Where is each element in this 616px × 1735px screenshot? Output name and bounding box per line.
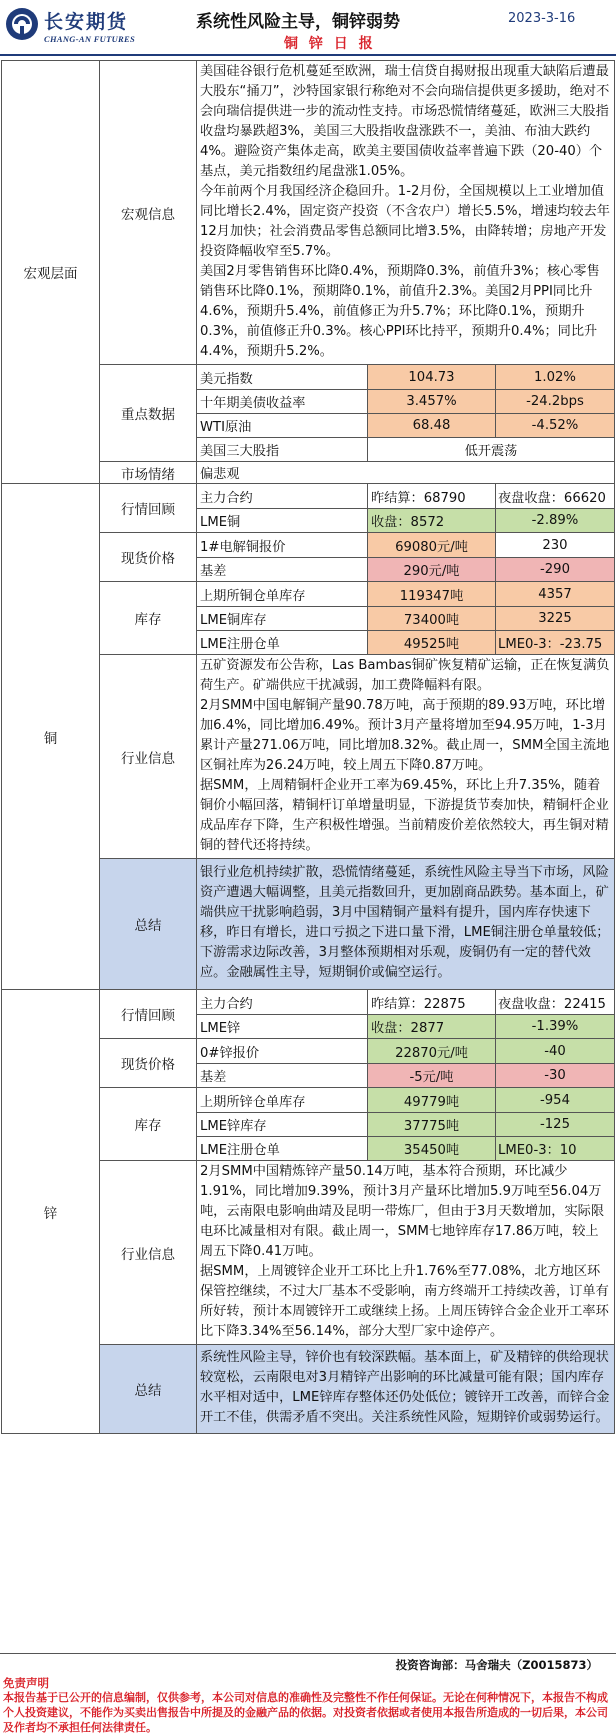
copper-summary-text: 银行业危机持续扩散，恐慌情绪蔓延，系统性风险主导当下市场，风险资产遭遇大幅调整，且美元指数回升，更加剧商品跌势。基本面上，矿端供应干扰影响趋弱，3月中国精铜产量料有提升，国内库存快速下移，昨日有增长，进口亏损之下进口量下滑，LME铜注册仓单量较低；下游需求边际改善，3月整体预期相对乐观，废铜仍有一定的替代效应。金融属性主导，短期铜价或偏空运行。 xyxy=(200,865,610,980)
key-data-value: 3.457% xyxy=(367,390,495,413)
inventory-value: 35450吨 xyxy=(367,1137,495,1160)
key-data-change: -4.52% xyxy=(495,414,614,437)
zinc-section xyxy=(1,990,615,1434)
spot-basis-change: -290 xyxy=(495,558,614,581)
copper-industry-paragraph-1: 五矿资源发布公告称，Las Bambas铜矿恢复精矿运输，正在恢复满负荷生产。矿端供应干扰减弱，加工费降幅料有限。 xyxy=(200,658,610,693)
inventory-label: LME锌库存 xyxy=(200,1119,267,1134)
logo-chinese-name: 长安期货 xyxy=(44,11,129,33)
report-table xyxy=(1,60,615,1434)
zinc-industry-row xyxy=(100,1160,614,1344)
key-data-row xyxy=(197,437,614,461)
key-data-value: 68.48 xyxy=(367,414,495,437)
spot-basis-label: 基差 xyxy=(200,564,227,579)
spot-quote-change: 230 xyxy=(495,533,614,557)
analyst-credit: 投资咨询部：马舍瑞夫（Z0015873） xyxy=(395,1658,598,1672)
macro-section xyxy=(1,60,615,484)
report-header xyxy=(0,0,616,56)
macro-paragraph-3: 美国2月零售销售环比降0.4%，预期降0.3%，前值升3%；核心零售销售环比降0.1%，预期降0.1%，前值升2.3%。美国2月PPI同比升4.6%，预期升5.4%，前值修正为升5.7%；环比降0.1%，预期升0.3%，前值修正升0.3%。核心PPI环比持平，预期升0.4%；同比升4.4%，预期升5.2%。 xyxy=(200,264,600,359)
key-data-name: WTI原油 xyxy=(200,420,252,435)
spot-basis-change: -30 xyxy=(495,1064,614,1087)
market-lme-close: 收盘：8572 xyxy=(367,509,495,532)
spot-quote-value: 22870元/吨 xyxy=(367,1039,495,1063)
category-summary: 总结 xyxy=(100,859,197,989)
copper-spot-row xyxy=(100,532,614,581)
market-night-close: 夜盘收盘：66620 xyxy=(495,484,614,508)
copper-industry-row xyxy=(100,654,614,858)
report-subtitle: 铜 锌 日 报 xyxy=(284,36,376,52)
macro-paragraph-1: 美国硅谷银行危机蔓延至欧洲，瑞士信贷自揭财报出现重大缺陷后遭最大股东“捅刀”，沙特国家银行称绝对不会向瑞信提供更多援助，绝对不会向瑞信提供进一步的流动性支持。市场恐慌情绪蔓延，欧洲三大股指收盘均暴跌超3%，美国三大股指收盘涨跌不一，美油、布油大跌约4%。避险资产集体走高，欧美主要国债收益率普遍下跌（20-40）个基点，美元指数纽约尾盘涨1.05%。 xyxy=(200,64,610,179)
inventory-label: LME注册仓单 xyxy=(200,637,280,652)
logo-english-name: CHANG-AN FUTURES xyxy=(44,34,135,44)
inventory-label: LME铜库存 xyxy=(200,613,267,628)
sentiment-value: 偏悲观 xyxy=(200,467,240,482)
macro-info-row xyxy=(100,61,614,364)
key-data-value: 104.73 xyxy=(367,365,495,389)
copper-market-row xyxy=(100,484,614,532)
report-title: 系统性风险主导，铜锌弱势 xyxy=(196,12,400,32)
section-label-zinc: 锌 xyxy=(2,990,100,1433)
zinc-market-row xyxy=(100,990,614,1038)
category-industry-info: 行业信息 xyxy=(100,1161,197,1344)
category-sentiment: 市场情绪 xyxy=(100,462,197,483)
key-data-value: 低开震荡 xyxy=(367,438,614,461)
category-industry-info: 行业信息 xyxy=(100,655,197,858)
inventory-label: 上期所锌仓单库存 xyxy=(200,1094,306,1110)
section-label-macro: 宏观层面 xyxy=(2,61,100,483)
zinc-summary-text: 系统性风险主导，锌价也有较深跌幅。基本面上，矿及精锌的供给现状较宽松，云南限电对3月精锌产出影响的环比减量可能有限；国内库存水平相对适中，LME锌库存整体还仍处低位；镀锌开工改善，而锌合金开工不佳，供需矛盾不突出。关注系统性风险，短期锌价或弱势运行。 xyxy=(200,1350,610,1425)
section-label-copper: 铜 xyxy=(2,484,100,989)
company-logo xyxy=(4,4,154,52)
key-data-row xyxy=(197,365,614,389)
key-data-name: 美国三大股指 xyxy=(200,444,280,459)
spot-quote-value: 69080元/吨 xyxy=(367,533,495,557)
market-contract-label: 主力合约 xyxy=(200,996,253,1012)
inventory-value: 37775吨 xyxy=(367,1113,495,1136)
market-prev-settle: 昨结算：22875 xyxy=(367,990,495,1014)
key-data-name: 十年期美债收益率 xyxy=(200,396,306,411)
category-inventory: 库存 xyxy=(100,582,197,654)
category-macro-info: 宏观信息 xyxy=(100,61,197,364)
market-night-close: 夜盘收盘：22415 xyxy=(495,990,614,1014)
macro-key-data-row xyxy=(100,364,614,461)
key-data-name: 美元指数 xyxy=(200,371,253,387)
macro-info-text xyxy=(197,61,614,364)
zinc-summary-row xyxy=(100,1344,614,1433)
inventory-label: 上期所铜仓单库存 xyxy=(200,588,306,604)
market-prev-settle: 昨结算：68790 xyxy=(367,484,495,508)
inventory-change: LME0-3：-23.75 xyxy=(495,631,614,654)
market-contract-label: 主力合约 xyxy=(200,490,253,506)
zinc-industry-paragraph-1: 2月SMM中国精炼锌产量50.14万吨，基本符合预期，环比减少1.91%，同比增加9.39%，预计3月产量环比增加5.9万吨至56.04万吨，云南限电影响曲靖及昆明一带炼厂，但由于3月天数增加，实际限电环比减量相对有限。截止周一，SMM七地锌库存17.86万吨，较上周五下降0.41万吨。 xyxy=(200,1164,605,1259)
key-data-change: 1.02% xyxy=(495,365,614,389)
copper-summary-row xyxy=(100,858,614,989)
market-lme-label: LME铜 xyxy=(200,515,241,530)
report-date: 2023-3-16 xyxy=(508,11,576,26)
inventory-change: -125 xyxy=(495,1113,614,1136)
macro-sentiment-row xyxy=(100,461,614,483)
market-lme-change: -1.39% xyxy=(495,1015,614,1038)
inventory-value: 49525吨 xyxy=(367,631,495,654)
spot-quote-label: 0#锌报价 xyxy=(200,1045,260,1061)
copper-section xyxy=(1,484,615,990)
category-inventory: 库存 xyxy=(100,1088,197,1160)
market-lme-label: LME锌 xyxy=(200,1021,241,1036)
macro-paragraph-2: 今年前两个月我国经济企稳回升。1-2月份，全国规模以上工业增加值同比增长2.4%，固定资产投资（不含农户）增长5.5%，增速均较去年12月加快；社会消费品零售总额同比增3.5%，由降转增；房地产开发投资降幅收窄至5.7%。 xyxy=(200,184,610,259)
inventory-change: -954 xyxy=(495,1088,614,1112)
category-spot-price: 现货价格 xyxy=(100,533,197,581)
copper-industry-text xyxy=(197,655,614,858)
inventory-change: LME0-3：10 xyxy=(495,1137,614,1160)
inventory-change: 3225 xyxy=(495,607,614,630)
key-data-row xyxy=(197,389,614,413)
zinc-spot-row xyxy=(100,1038,614,1087)
market-lme-close: 收盘：2877 xyxy=(367,1015,495,1038)
zinc-industry-text xyxy=(197,1161,614,1344)
chang-an-logo-icon xyxy=(4,6,40,42)
market-lme-change: -2.89% xyxy=(495,509,614,532)
category-market-review: 行情回顾 xyxy=(100,990,197,1038)
spot-basis-value: -5元/吨 xyxy=(367,1064,495,1087)
category-key-data: 重点数据 xyxy=(100,365,197,461)
spot-basis-label: 基差 xyxy=(200,1070,227,1085)
category-summary: 总结 xyxy=(100,1345,197,1433)
spot-quote-label: 1#电解铜报价 xyxy=(200,539,286,555)
disclaimer-text: 本报告基于已公开的信息编制，仅供参考，本公司对信息的准确性及完整性不作任何保证。无论在何种情况下，本报告不构成个人投资建议，不能作为买卖出售报告中所提及的金融产品的依据。对投资者依据或者使用本报告所造成的一切后果，本公司及作者均不承担任何法律责任。 xyxy=(3,1691,608,1734)
key-data-change: -24.2bps xyxy=(495,390,614,413)
disclaimer-title: 免责声明 xyxy=(3,1676,49,1690)
inventory-value: 49779吨 xyxy=(367,1088,495,1112)
spot-basis-value: 290元/吨 xyxy=(367,558,495,581)
category-market-review: 行情回顾 xyxy=(100,484,197,532)
copper-inventory-row xyxy=(100,581,614,654)
zinc-inventory-row xyxy=(100,1087,614,1160)
key-data-row xyxy=(197,413,614,437)
inventory-label: LME注册仓单 xyxy=(200,1143,280,1158)
inventory-change: 4357 xyxy=(495,582,614,606)
copper-industry-paragraph-3: 据SMM，上周精铜杆企业开工率为69.45%，环比上升7.35%，随着铜价小幅回落，精铜杆订单增量明显，下游提货节奏加快，精铜杆企业成品库存下降，生产积极性增强。当前精废价差依然较大，再生铜对精铜的替代还将持续。 xyxy=(200,778,609,853)
spot-quote-change: -40 xyxy=(495,1039,614,1063)
category-spot-price: 现货价格 xyxy=(100,1039,197,1087)
inventory-value: 119347吨 xyxy=(367,582,495,606)
copper-industry-paragraph-2: 2月SMM中国电解铜产量90.78万吨，高于预期的89.93万吨，环比增加6.4%，同比增加6.49%。预计3月产量将增加至94.95万吨，1-3月累计产量271.06万吨，同比增加8.32%。截止周一，SMM全国主流地区铜社库为26.24万吨，较上周五下降0.87万吨。 xyxy=(200,698,610,773)
zinc-industry-paragraph-2: 据SMM，上周镀锌企业开工环比上升1.76%至77.08%，北方地区环保管控继续，不过大厂基本不受影响，南方终端开工持续改善，订单有所好转，预计本周镀锌开工或继续上扬。上周压铸锌合金企业开工率环比下降3.34%至56.14%，部分大型厂家中途停产。 xyxy=(200,1264,609,1339)
inventory-value: 73400吨 xyxy=(367,607,495,630)
